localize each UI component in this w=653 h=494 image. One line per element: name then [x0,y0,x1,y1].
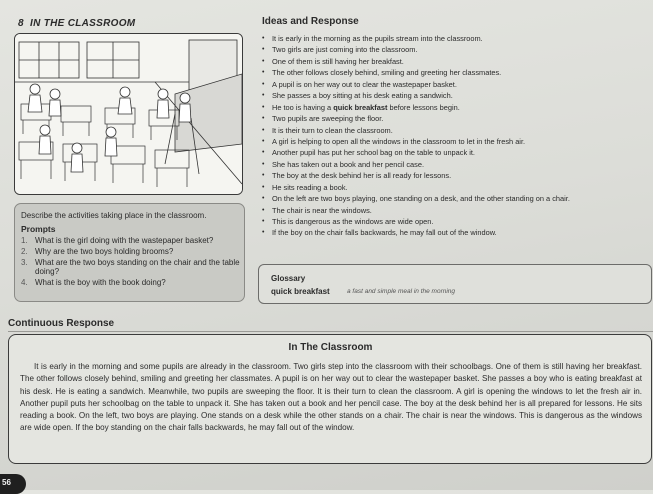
idea-item: • One of them is still having her breakfast. [262,56,647,67]
section-number: 8 [18,18,24,29]
ideas-title: Ideas and Response [262,16,359,27]
idea-item: • If the boy on the chair falls backwards, he may fall out of the window. [262,227,647,238]
prompt-text: What is the girl doing with the wastepaper basket? [35,236,214,245]
prompt-item [21,258,243,278]
section-title-text: IN THE CLASSROOM [30,18,136,29]
prompt-number: 4. [21,278,28,287]
prompt-number: 3. [21,257,28,267]
prompt-number: 1. [21,236,28,245]
page-number: 56 [2,478,11,487]
idea-text-pre: He too is having a [272,102,334,112]
idea-item: • The chair is near the windows. [262,205,647,216]
prompt-text: What is the boy with the book doing? [35,278,166,287]
prompt-item [21,247,243,257]
idea-item: • She passes a boy sitting at his desk eating a sandwich. [262,90,647,101]
continuous-response-title: Continuous Response [8,318,115,329]
idea-item: • She has taken out a book and her pencil case. [262,159,647,170]
prompts-instruction: Describe the activities taking place in the classroom. [21,211,207,220]
prompt-number: 2. [21,246,28,256]
idea-item: • It is early in the morning as the pupils stream into the classroom. [262,33,647,44]
ideas-list [262,33,647,239]
idea-item: • A pupil is on her way out to clear the wastepaper basket. [262,79,647,90]
idea-item: • Another pupil has put her school bag on the table to unpack it. [262,147,647,158]
idea-item: • The boy at the desk behind her is all ready for lessons. [262,170,647,181]
idea-item: • Two pupils are sweeping the floor. [262,113,647,124]
idea-item: • A girl is helping to open all the windows in the classroom to let in the fresh air. [262,136,647,147]
idea-item: • The other follows closely behind, smiling and greeting her classmates. [262,67,647,78]
glossary-title: Glossary [271,274,306,283]
divider [8,331,653,332]
prompts-list [21,236,243,289]
idea-item: • On the left are two boys playing, one standing on a desk, and the other standing on a chair. [262,193,647,204]
story-text: It is early in the morning and some pupils are already in the classroom. Two girls step into the classroom with their schoolbags. One of them is still having her breakfast. The other follows closely behind, smiling and greeting her classmates. A pupil is on her way out to clear the wastepaper basket. She passes a boy who is eating breakfast at his desk. He is eating a sandwich. Meanwhile, two pupils are sweeping the floor. It is their turn to clean the classroom. A girl is opening the windows to let the fresh air in. Another pupil puts her schoolbag on the table to unpack it. She has taken out a book and her pencil case. The boy at the desk behind her is all prepared for lessons. He sits reading a book. On the left, two boys are playing. One stands on a desk while the other stands on a chair. The chair is near the windows. This is dangerous as the windows are wide open. If the boy standing on the chair falls backwards, he may fall out of the window. [20,362,642,433]
idea-text-post: before lessons begin. [387,102,460,112]
glossary-box [258,264,652,304]
glossary-definition: a fast and simple meal in the morning [347,288,456,295]
idea-item: • He sits reading a book. [262,182,647,193]
section-title [18,18,135,29]
glossary-term: quick breakfast [271,287,330,296]
prompt-text: What are the two boys standing on the chair and the table doing? [35,257,240,277]
prompts-box [14,203,245,302]
prompt-item [21,236,243,246]
idea-item: • This is dangerous as the windows are wide open. [262,216,647,227]
idea-item: • It is their turn to clean the classroom. [262,125,647,136]
prompts-title: Prompts [21,224,56,234]
classroom-drawing [15,34,242,194]
classroom-illustration [14,33,243,195]
idea-text-bold: quick breakfast [333,102,388,112]
story-title: In The Classroom [288,342,373,353]
prompt-text: Why are the two boys holding brooms? [35,246,174,256]
idea-item [262,102,647,113]
prompt-item [21,278,243,288]
idea-item: • Two girls are just coming into the classroom. [262,44,647,55]
